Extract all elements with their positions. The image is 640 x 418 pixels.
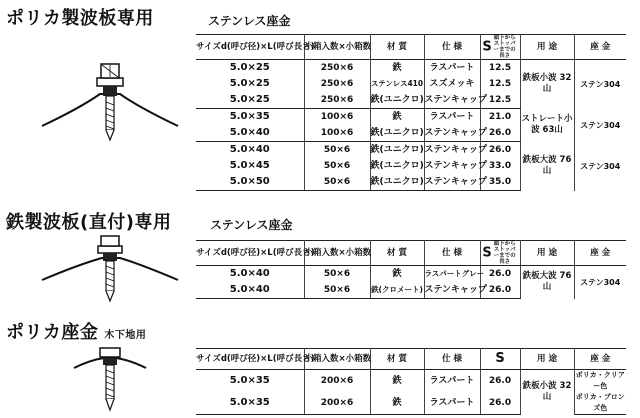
header-size: サイズd(呼び径)×L(呼び長さ)	[196, 349, 304, 370]
cell-size: 5.0×25	[196, 92, 304, 109]
cell-washer: ステン304	[580, 277, 621, 287]
cell-qty: 50×6	[304, 142, 370, 159]
header-washer: 座 金	[574, 241, 626, 266]
cell-use: 鉄板小波 32山	[520, 370, 574, 415]
polycarbonate-washer-wood-screw-figure	[70, 346, 150, 414]
spec-table-steel	[196, 240, 626, 299]
header-material: 材 質	[370, 241, 424, 266]
cell-finish: ラスパートグレー	[424, 266, 480, 283]
cell-s: 21.0	[480, 109, 520, 126]
cell-qty: 200×6	[304, 370, 370, 393]
header-material: 材 質	[370, 35, 424, 60]
cell-s: 26.0	[480, 125, 520, 142]
section-subtitle: ステンレス座金	[210, 218, 293, 232]
header-s-note: 頭下からストッパーまでの長さ	[493, 241, 516, 265]
cell-washer: ポリカ・ブロンズ色	[574, 392, 626, 415]
cell-s: 12.5	[480, 60, 520, 77]
header-qty: 小箱入数×小箱数	[304, 241, 370, 266]
cell-material: 鉄	[370, 60, 424, 77]
header-use: 用 途	[520, 241, 574, 266]
cell-finish: ステンキャップ	[424, 92, 480, 109]
cell-qty: 250×6	[304, 60, 370, 77]
section-title: 鉄製波板(直付)専用	[6, 212, 172, 233]
section-subtitle: ステンレス座金	[208, 14, 291, 28]
cell-qty: 100×6	[304, 125, 370, 142]
cell-s: 26.0	[480, 142, 520, 159]
cell-material: 鉄	[370, 370, 424, 393]
cell-washer: ステン304	[580, 161, 621, 171]
cell-size: 5.0×50	[196, 174, 304, 191]
cell-material: 鉄	[370, 392, 424, 415]
cell-use: ストレート小波 63山	[520, 109, 574, 142]
cell-size: 5.0×25	[196, 76, 304, 92]
cell-size: 5.0×40	[196, 125, 304, 142]
cell-washer: ポリカ・クリアー色	[575, 371, 625, 390]
cell-qty: 100×6	[304, 109, 370, 126]
header-use: 用 途	[520, 349, 574, 370]
cell-size: 5.0×35	[196, 392, 304, 415]
cell-finish: スズメッキ	[424, 76, 480, 92]
spec-table-polycarbonate-washer	[196, 348, 626, 415]
table-row	[196, 370, 626, 393]
cell-washer: ステン304	[580, 79, 621, 89]
cell-size: 5.0×40	[196, 282, 304, 299]
cell-s: 35.0	[480, 174, 520, 191]
header-use: 用 途	[520, 35, 574, 60]
section-title: ポリカ製波板専用	[6, 8, 154, 29]
cell-s: 26.0	[480, 370, 520, 393]
section-title: ポリカ座金 木下地用	[6, 322, 147, 343]
cell-qty: 50×6	[304, 266, 370, 283]
header-washer: 座 金	[574, 35, 626, 60]
table-header-row	[196, 241, 626, 266]
cell-material: ステンレス410	[370, 76, 424, 92]
cell-s: 26.0	[480, 266, 520, 283]
cell-size: 5.0×45	[196, 158, 304, 174]
cell-material: 鉄(ユニクロ)	[370, 92, 424, 109]
cell-material: 鉄	[370, 109, 424, 126]
cell-material: 鉄(ユニクロ)	[370, 174, 424, 191]
cell-qty: 50×6	[304, 282, 370, 299]
header-qty: 小箱入数×小箱数	[304, 349, 370, 370]
cell-qty: 50×6	[304, 158, 370, 174]
header-size: サイズd(呼び径)×L(呼び長さ)	[196, 241, 304, 266]
cell-qty: 200×6	[304, 392, 370, 415]
header-s-note: 頭下からストッパーまでの長さ	[493, 35, 516, 59]
cell-material: 鉄	[370, 266, 424, 283]
cell-qty: 50×6	[304, 174, 370, 191]
header-material: 材 質	[370, 349, 424, 370]
table-row	[196, 142, 626, 159]
cell-finish: ステンキャップ	[424, 174, 480, 191]
cell-finish: ラスパート	[424, 370, 480, 393]
cell-s: 12.5	[480, 92, 520, 109]
cell-finish: ステンキャップ	[424, 125, 480, 142]
cell-washer: ステン304	[580, 120, 621, 130]
cell-finish: ラスパート	[424, 109, 480, 126]
section-subtitle: 木下地用	[104, 330, 147, 341]
cell-use: 鉄板大波 76山	[520, 266, 574, 299]
cell-qty: 250×6	[304, 76, 370, 92]
steel-washer-screw-figure	[40, 236, 180, 306]
table-row	[196, 60, 626, 77]
cell-use: 鉄板小波 32山	[520, 60, 574, 109]
header-s: S頭下からストッパーまでの長さ	[480, 241, 520, 266]
cell-use: 鉄板大波 76山	[520, 142, 574, 191]
header-finish: 仕 様	[424, 241, 480, 266]
header-s: S	[480, 349, 520, 370]
cell-material: 鉄(ユニクロ)	[370, 142, 424, 159]
header-finish: 仕 様	[424, 35, 480, 60]
table-row	[196, 109, 626, 126]
cell-finish: ステンキャップ	[424, 282, 480, 299]
cell-finish: ラスパート	[424, 392, 480, 415]
cell-s: 26.0	[480, 282, 520, 299]
table-header-row	[196, 349, 626, 370]
header-washer: 座 金	[574, 349, 626, 370]
cell-s: 12.5	[480, 76, 520, 92]
header-qty: 小箱入数×小箱数	[304, 35, 370, 60]
cell-size: 5.0×40	[196, 266, 304, 283]
header-finish: 仕 様	[424, 349, 480, 370]
cell-s: 26.0	[480, 392, 520, 415]
cell-size: 5.0×35	[196, 370, 304, 393]
cell-size: 5.0×40	[196, 142, 304, 159]
cell-finish: ラスパート	[424, 60, 480, 77]
cell-size: 5.0×35	[196, 109, 304, 126]
cell-finish: ステンキャップ	[424, 158, 480, 174]
cell-size: 5.0×25	[196, 60, 304, 77]
cell-material: 鉄(ユニクロ)	[370, 158, 424, 174]
cell-material: 鉄(ユニクロ)	[370, 125, 424, 142]
spec-table-polycarbonate	[196, 34, 626, 191]
cell-s: 33.0	[480, 158, 520, 174]
table-header-row	[196, 35, 626, 60]
header-s: S頭下からストッパーまでの長さ	[480, 35, 520, 60]
cell-material: 鉄(クロメート)	[370, 282, 424, 299]
cell-qty: 250×6	[304, 92, 370, 109]
cell-finish: ステンキャップ	[424, 142, 480, 159]
polycarbonate-washer-screw-figure	[40, 56, 180, 146]
header-size: サイズd(呼び径)×L(呼び長さ)	[196, 35, 304, 60]
table-row	[196, 266, 626, 283]
